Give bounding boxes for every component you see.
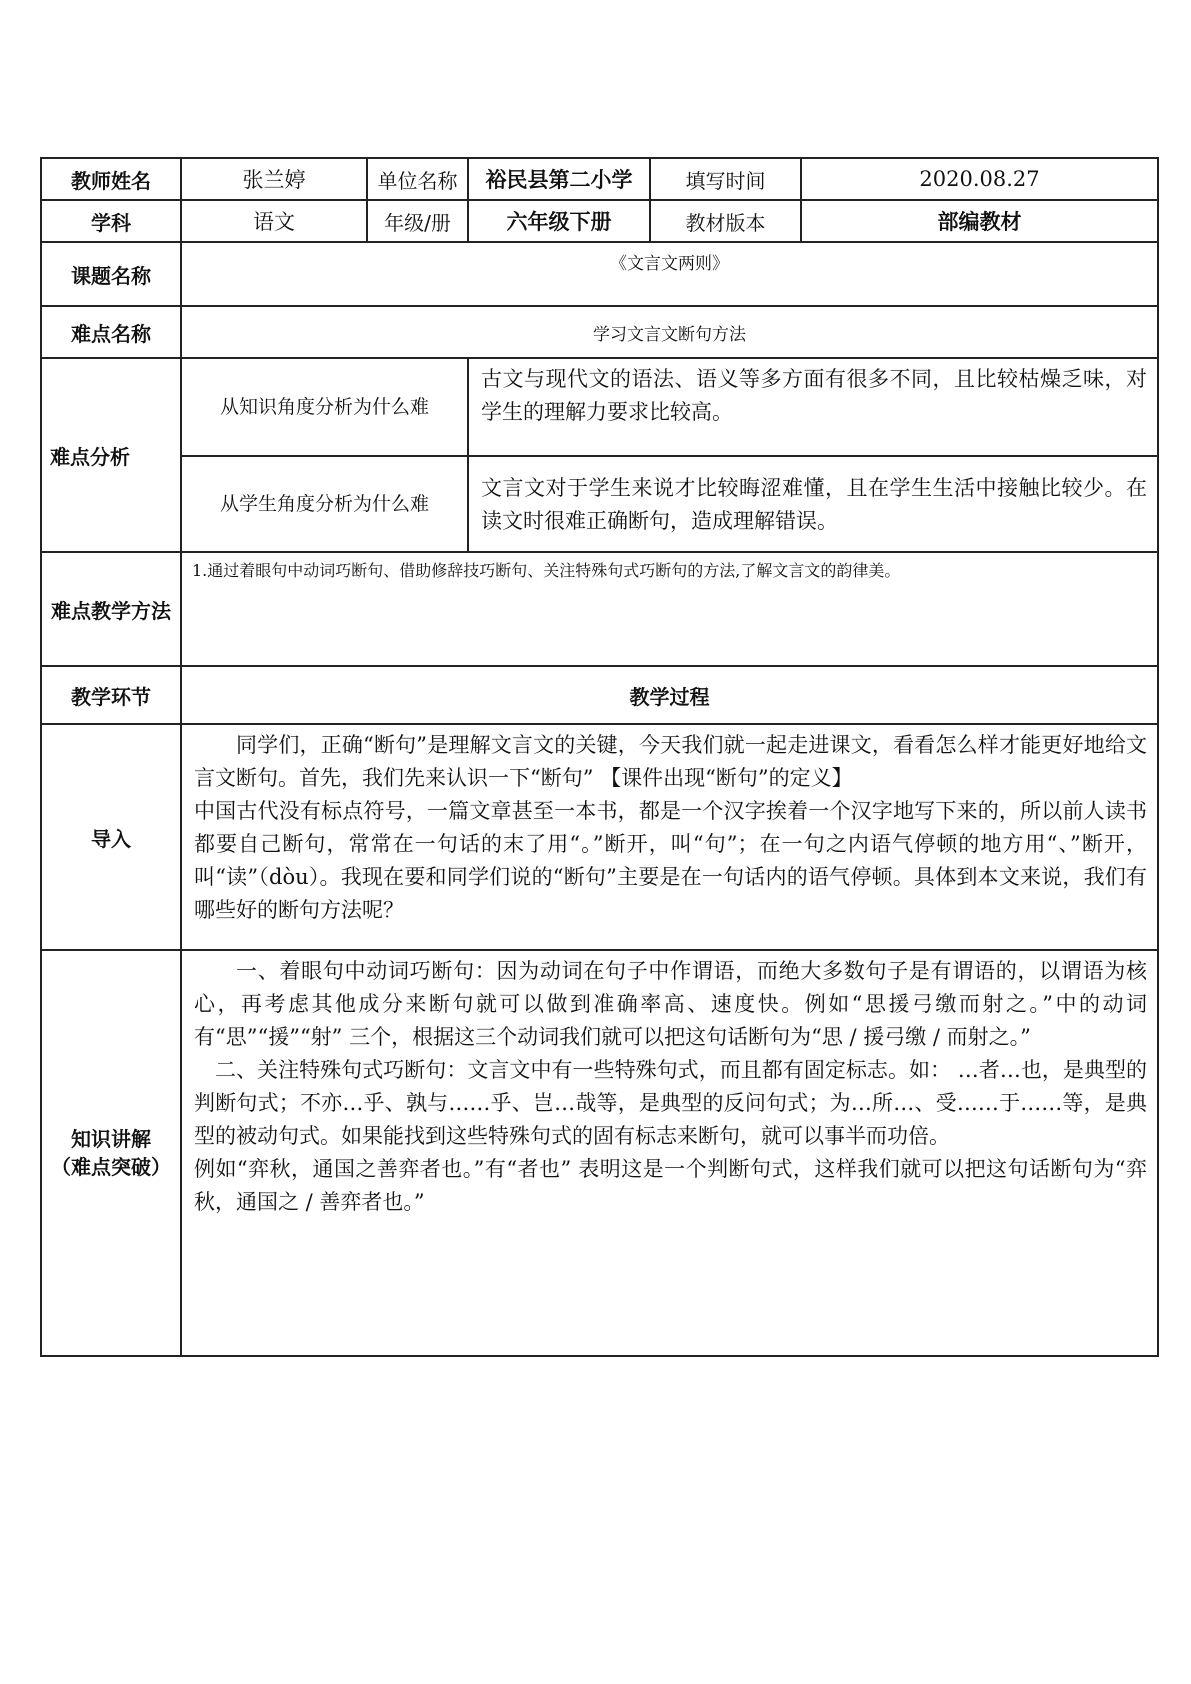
subject-label: 学科 <box>41 200 181 242</box>
grade-label: 年级/册 <box>367 200 468 242</box>
process-header-row <box>41 666 1158 724</box>
header-row-2 <box>41 200 1158 242</box>
intro-paragraph-1: 同学们，正确“断句”是理解文言文的关键，今天我们就一起走进课文，看看怎么样才能更好地给文言文断句。首先，我们先来认识一下“断句” 【课件出现“断句”的定义】 <box>194 733 1147 790</box>
topic-value: 《文言文两则》 <box>181 242 1158 306</box>
fill-date-value: 2020.08.27 <box>801 158 1158 200</box>
unit-name-label: 单位名称 <box>367 158 468 200</box>
knowledge-angle-label: 从知识角度分析为什么难 <box>181 358 468 456</box>
topic-label: 课题名称 <box>41 242 181 306</box>
difficulty-label: 难点名称 <box>41 306 181 358</box>
analysis-row-student <box>41 456 1158 552</box>
method-row <box>41 552 1158 666</box>
knowledge-angle-text: 古文与现代文的语法、语义等多方面有很多不同，且比较枯燥乏味，对学生的理解力要求比较高。 <box>468 358 1158 456</box>
knowledge-paragraph-3: 例如“弈秋，通国之善弈者也。”有“者也” 表明这是一个判断句式，这样我们就可以把这句话断句为“弈秋，通国之 / 善弈者也。” <box>194 1157 1147 1214</box>
edition-label: 教材版本 <box>650 200 801 242</box>
edition-value: 部编教材 <box>801 200 1158 242</box>
knowledge-paragraph-1: 一、着眼句中动词巧断句：因为动词在句子中作谓语，而绝大多数句子是有谓语的，以谓语为核心，再考虑其他成分来断句就可以做到准确率高、速度快。例如“思援弓缴而射之。”中的动词有“思”“援”“射” 三个，根据这三个动词我们就可以把这句话断句为“思 / 援弓缴 / 而射之。” <box>194 959 1147 1049</box>
intro-paragraph-2: 中国古代没有标点符号，一篇文章甚至一本书，都是一个汉字挨着一个汉字地写下来的，所以前人读书都要自己断句，常常在一句话的末了用“。”断开，叫“句”；在一句之内语气停顿的地方用“、”断开，叫“读”（dòu）。我现在要和同学们说的“断句”主要是在一句话内的语气停顿。具体到本文来说，我们有哪些好的断句方法呢？ <box>194 799 1147 922</box>
knowledge-content <box>181 950 1158 1356</box>
subject-value: 语文 <box>181 200 367 242</box>
analysis-label: 难点分析 <box>41 358 181 552</box>
process-stage-label: 教学环节 <box>41 666 181 724</box>
grade-value: 六年级下册 <box>468 200 650 242</box>
method-text: 1.通过着眼句中动词巧断句、借助修辞技巧断句、关注特殊句式巧断句的方法,了解文言文的韵律美。 <box>181 552 1158 666</box>
knowledge-row <box>41 950 1158 1356</box>
lesson-plan-table <box>40 157 1159 1357</box>
student-angle-text: 文言文对于学生来说才比较晦涩难懂，且在学生生活中接触比较少。在读文时很难正确断句，造成理解错误。 <box>468 456 1158 552</box>
method-label: 难点教学方法 <box>41 552 181 666</box>
fill-date-label: 填写时间 <box>650 158 801 200</box>
topic-row <box>41 242 1158 306</box>
difficulty-row <box>41 306 1158 358</box>
knowledge-paragraph-2: 二、关注特殊句式巧断句：文言文中有一些特殊句式，而且都有固定标志。如： …者…也，是典型的判断句式；不亦…乎、孰与……乎、岂…哉等，是典型的反问句式；为…所…、受……于……等，是典型的被动句式。如果能找到这些特殊句式的固有标志来断句，就可以事半而功倍。 <box>194 1058 1147 1148</box>
intro-content <box>181 724 1158 950</box>
student-angle-label: 从学生角度分析为什么难 <box>181 456 468 552</box>
intro-row <box>41 724 1158 950</box>
knowledge-label-line-1: 知识讲解 <box>71 1127 151 1151</box>
knowledge-label-line-2: （难点突破） <box>51 1155 171 1179</box>
teacher-name-label: 教师姓名 <box>41 158 181 200</box>
knowledge-label <box>41 950 181 1356</box>
intro-label: 导入 <box>41 724 181 950</box>
header-row-1 <box>41 158 1158 200</box>
teacher-name-value: 张兰婷 <box>181 158 367 200</box>
process-label: 教学过程 <box>181 666 1158 724</box>
lesson-plan-sheet <box>40 157 1157 1357</box>
difficulty-value: 学习文言文断句方法 <box>181 306 1158 358</box>
analysis-row-knowledge <box>41 358 1158 456</box>
unit-name-value: 裕民县第二小学 <box>468 158 650 200</box>
